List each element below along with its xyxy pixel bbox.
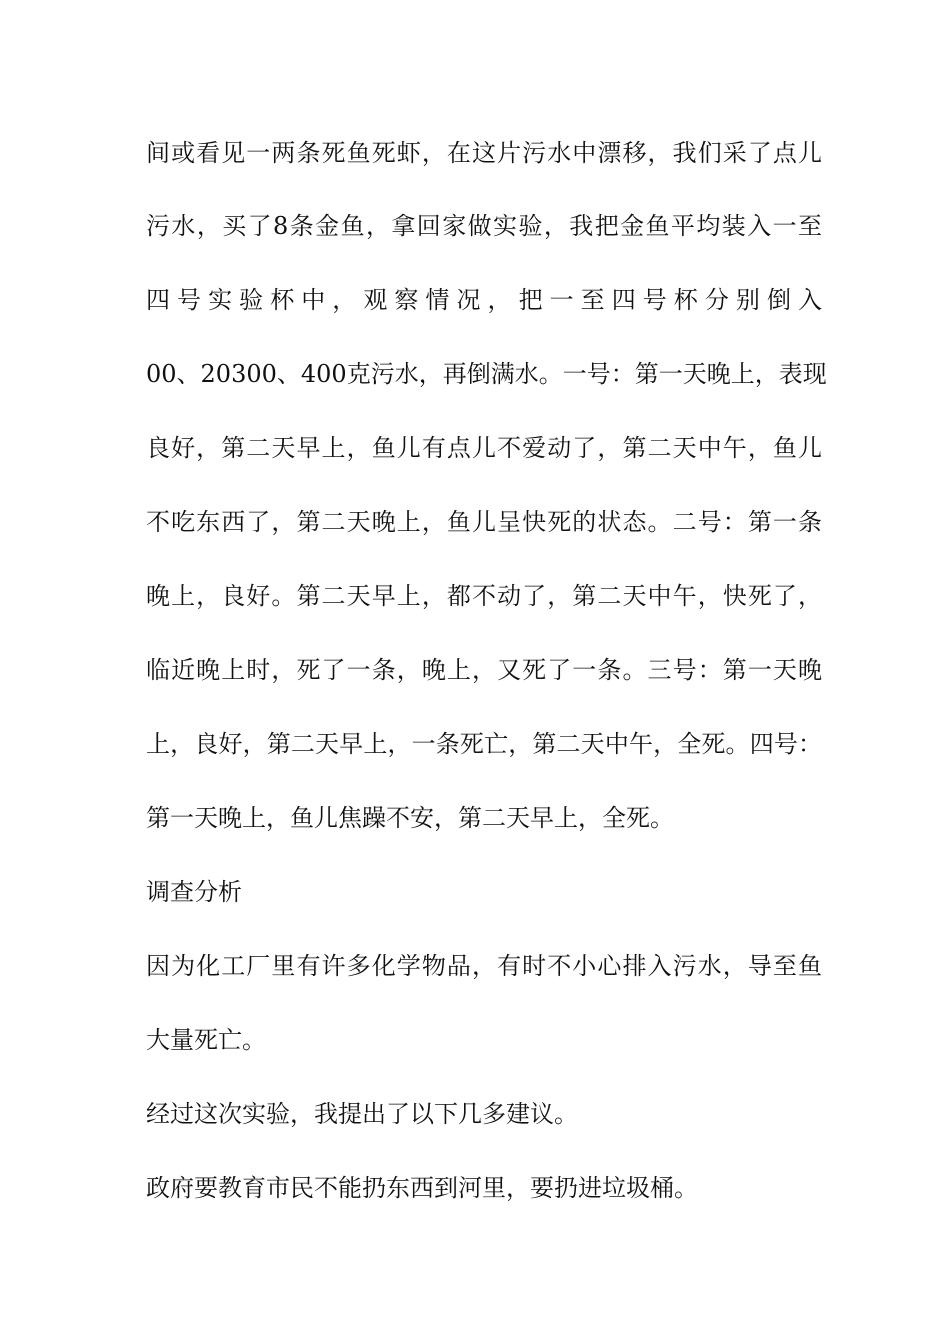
paragraph-line: 四号实验杯中，观察情况，把一至四号杯分别倒入	[146, 286, 822, 314]
paragraph-line: 临近晚上时，死了一条，晚上，又死了一条。三号：第一天晚	[146, 656, 822, 684]
paragraph-line: 大量死亡。	[146, 1026, 266, 1054]
paragraph: 政府要教育市民不能扔东西到河里，要扔进垃圾桶。	[146, 1174, 698, 1202]
paragraph-line: 00、20300、400克污水，再倒满水。一号：第一天晚上，表现	[146, 360, 827, 388]
paragraph-line: 污水，买了8条金鱼，拿回家做实验，我把金鱼平均装入一至	[146, 212, 822, 240]
paragraph: 经过这次实验，我提出了以下几多建议。	[146, 1100, 578, 1128]
section-heading: 调查分析	[146, 878, 242, 906]
paragraph-line: 上，良好，第二天早上，一条死亡，第二天中午，全死。四号：	[146, 730, 822, 758]
paragraph-line: 晚上，良好。第二天早上，都不动了，第二天中午，快死了，	[146, 582, 822, 610]
paragraph-line: 因为化工厂里有许多化学物品，有时不小心排入污水，导至鱼	[146, 952, 822, 980]
paragraph-line: 不吃东西了，第二天晚上，鱼儿呈快死的状态。二号：第一条	[146, 508, 822, 536]
paragraph-line: 间或看见一两条死鱼死虾，在这片污水中漂移，我们采了点儿	[146, 139, 822, 167]
paragraph-line: 良好，第二天早上，鱼儿有点儿不爱动了，第二天中午，鱼儿	[146, 434, 822, 462]
paragraph-line: 第一天晚上，鱼儿焦躁不安，第二天早上，全死。	[146, 804, 674, 832]
